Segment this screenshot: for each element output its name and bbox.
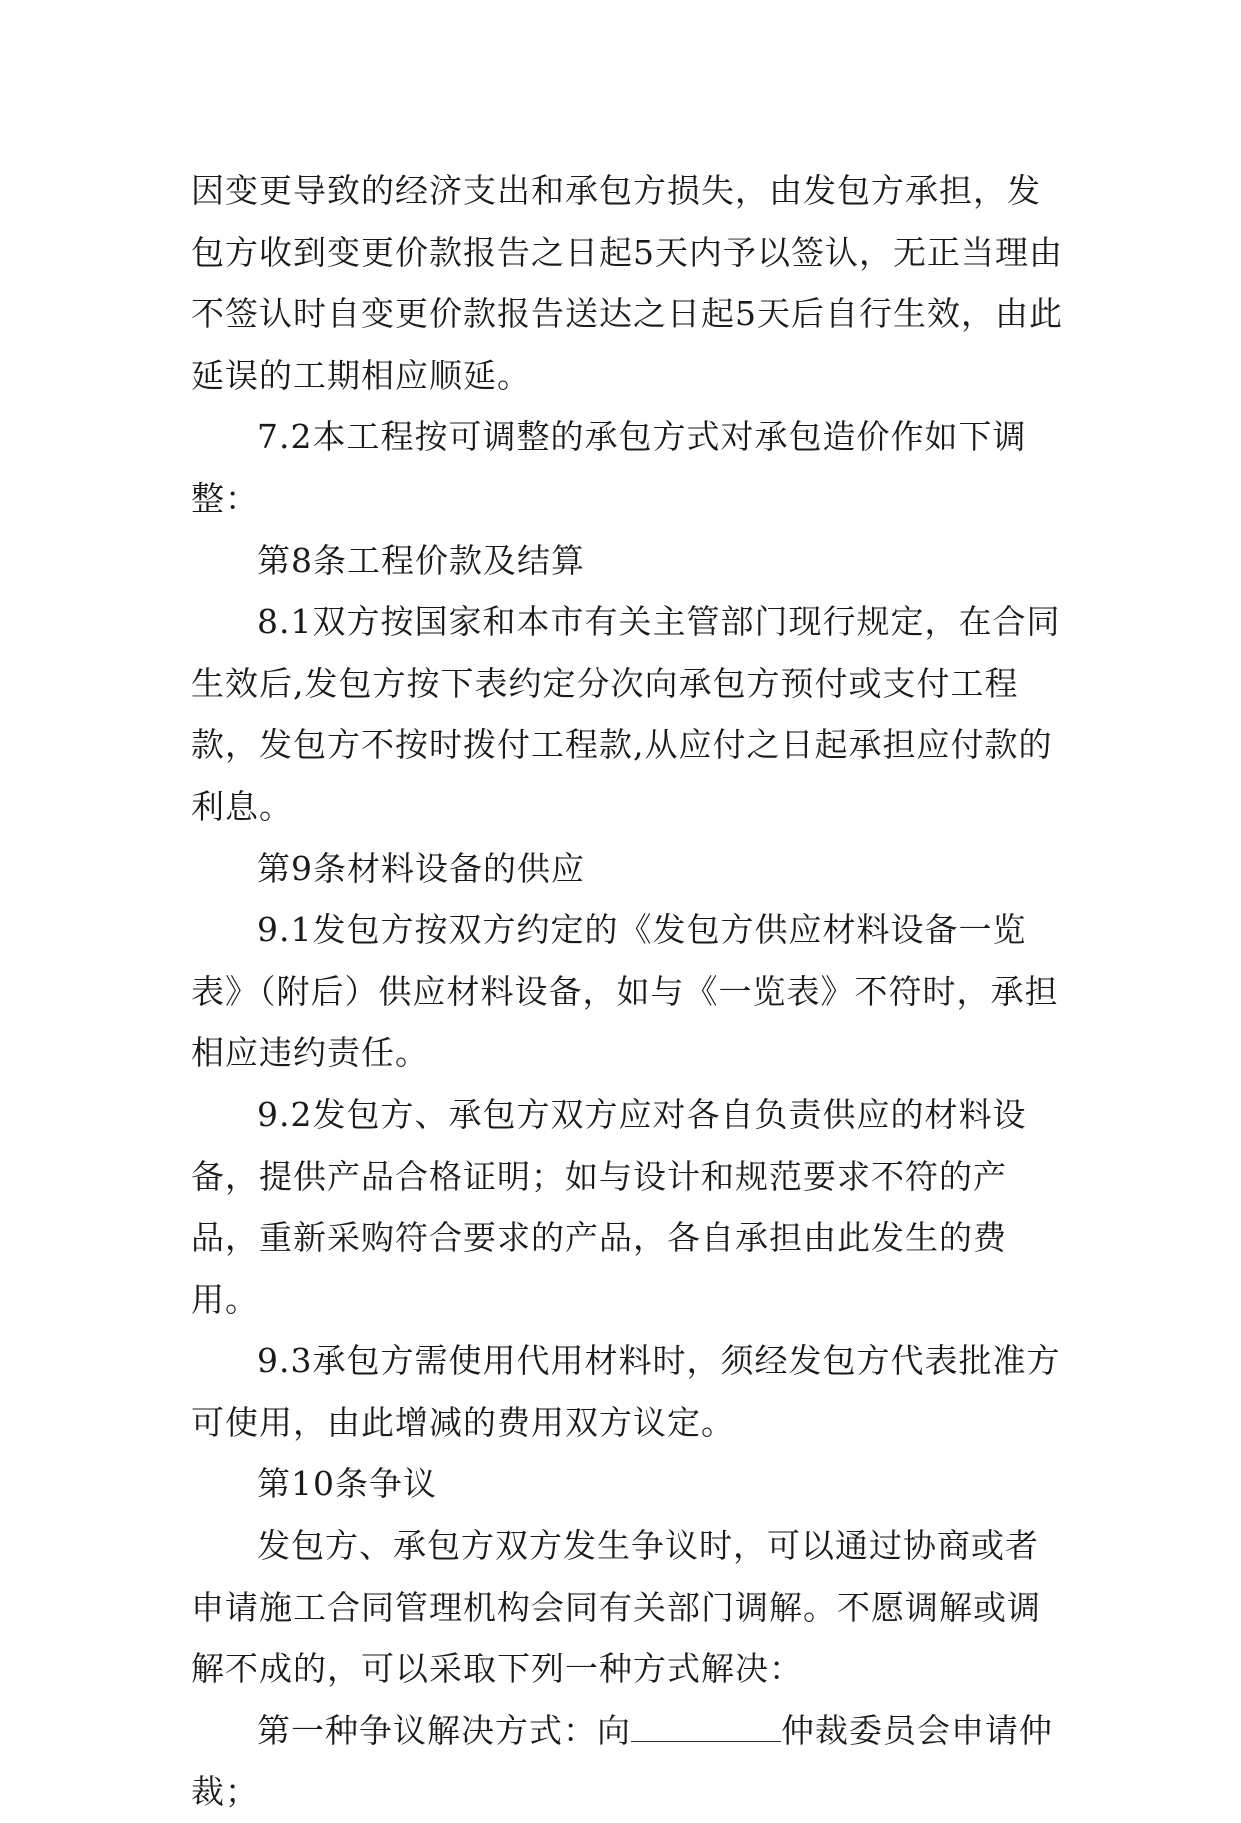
paragraph-7-2: 7.2本工程按可调整的承包方式对承包造价作如下调整： xyxy=(191,417,1027,518)
arbitration-committee-blank xyxy=(631,1711,781,1742)
document-body xyxy=(191,160,1071,1823)
paragraph-9-2: 9.2发包方、承包方双方应对各自负责供应的材料设备，提供产品合格证明；如与设计和规范要求不符的产品，重新采购符合要求的产品，各自承担由此发生的费用。 xyxy=(191,1094,1027,1319)
heading-article-9: 第9条材料设备的供应 xyxy=(257,848,585,888)
paragraph-9-3: 9.3承包方需使用代用材料时，须经发包方代表批准方可使用，由此增减的费用双方议定。 xyxy=(191,1341,1061,1442)
heading-article-10: 第10条争议 xyxy=(257,1464,437,1504)
paragraph-dispute-method-1 xyxy=(191,1700,1071,1823)
paragraph-8-1: 8.1双方按国家和本市有关主管部门现行规定，在合同生效后,发包方按下表约定分次向承包方预付或支付工程款，发包方不按时拨付工程款,从应付之日起承担应付款的利息。 xyxy=(191,602,1061,826)
dispute-method-suffix: 仲裁委员会申请仲裁； xyxy=(191,1710,1053,1812)
paragraph-9-1: 9.1发包方按双方约定的《发包方供应材料设备一览表》（附后）供应材料设备，如与《一览表》不符时，承担相应违约责任。 xyxy=(191,910,1059,1073)
paragraph-change-cost: 因变更导致的经济支出和承包方损失，由发包方承担，发包方收到变更价款报告之日起5天内予以签认，无正当理由不签认时自变更价款报告送达之日起5天后自行生效，由此延误的工期相应顺延。 xyxy=(191,171,1063,395)
dispute-method-prefix: 第一种争议解决方式：向 xyxy=(257,1710,631,1750)
heading-article-8: 第8条工程价款及结算 xyxy=(257,540,585,580)
paragraph-dispute: 发包方、承包方双方发生争议时，可以通过协商或者申请施工合同管理机构会同有关部门调解。不愿调解或调解不成的，可以采取下列一种方式解决： xyxy=(191,1526,1041,1689)
